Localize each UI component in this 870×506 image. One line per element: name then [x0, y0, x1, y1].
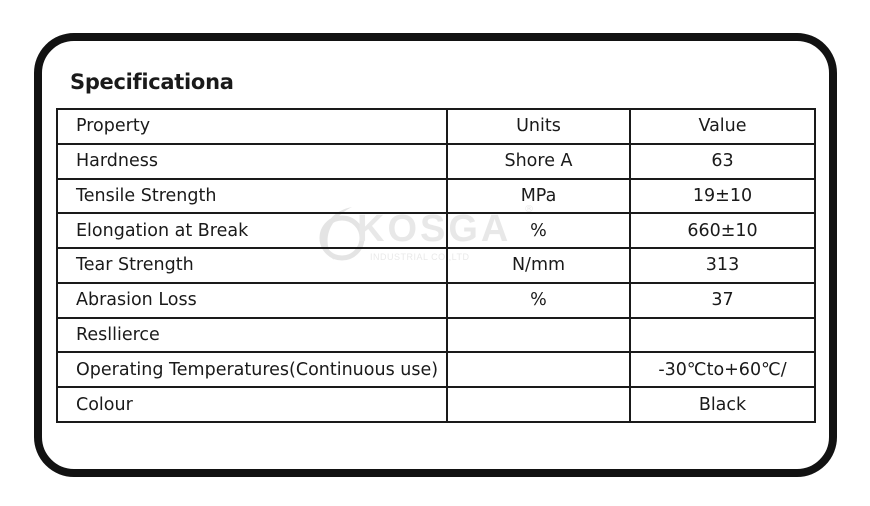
row-value: Black: [630, 387, 815, 422]
row-units: MPa: [447, 179, 630, 214]
row-value: [630, 318, 815, 353]
row-property: Elongation at Break: [57, 213, 447, 248]
table-row: [57, 248, 815, 283]
row-units: [447, 387, 630, 422]
table-row: [57, 318, 815, 353]
header-value: Value: [630, 109, 815, 144]
row-units: [447, 352, 630, 387]
watermark-brand: KOSGA: [357, 208, 512, 250]
page-title: Specificationa: [70, 70, 234, 94]
row-units: [447, 318, 630, 353]
row-property: Tear Strength: [57, 248, 447, 283]
row-units: %: [447, 213, 630, 248]
row-units: N/mm: [447, 248, 630, 283]
table-row: [57, 144, 815, 179]
row-value: 660±10: [630, 213, 815, 248]
header-property: Property: [57, 109, 447, 144]
row-value: -30℃to+60℃/: [630, 352, 815, 387]
row-value: 63: [630, 144, 815, 179]
table-row: [57, 283, 815, 318]
table-header-row: [57, 109, 815, 144]
table-row: [57, 387, 815, 422]
row-value: 19±10: [630, 179, 815, 214]
header-units: Units: [447, 109, 630, 144]
row-units: Shore A: [447, 144, 630, 179]
table-row: [57, 179, 815, 214]
spec-table: [56, 108, 816, 423]
row-property: Hardness: [57, 144, 447, 179]
row-value: 37: [630, 283, 815, 318]
row-property: Operating Temperatures(Continuous use): [57, 352, 447, 387]
row-property: Tensile Strength: [57, 179, 447, 214]
watermark-subtitle: INDUSTRIAL CO.,LTD: [370, 252, 470, 262]
table-row: [57, 213, 815, 248]
row-property: Resllierce: [57, 318, 447, 353]
row-units: %: [447, 283, 630, 318]
row-value: 313: [630, 248, 815, 283]
row-property: Abrasion Loss: [57, 283, 447, 318]
watermark-registered: ®: [524, 204, 534, 215]
row-property: Colour: [57, 387, 447, 422]
table-row: [57, 352, 815, 387]
